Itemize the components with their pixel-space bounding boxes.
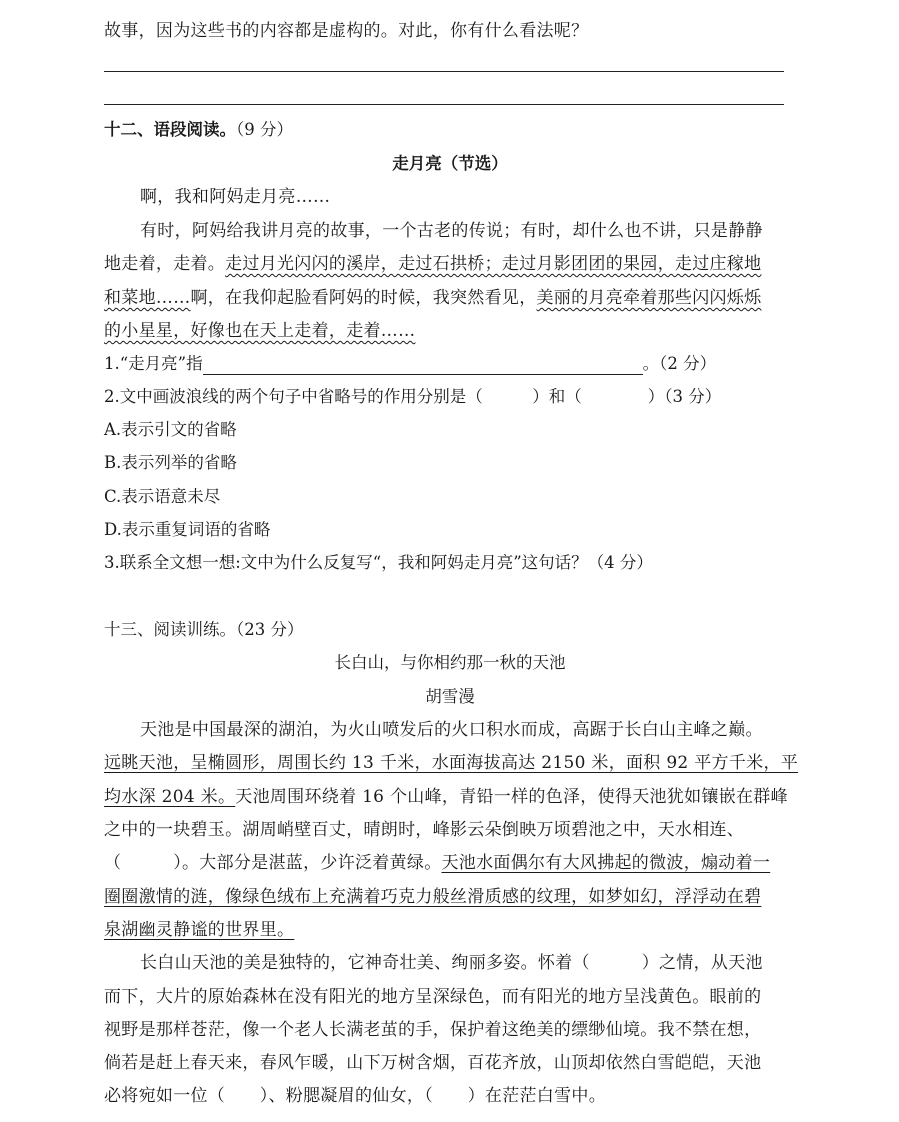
q1-answer-blank[interactable] (203, 356, 643, 375)
s13-line-6-underlined: 圈圈激情的涟，像绿色绒布上充满着巧克力般丝滑质感的纹理，如梦如幻，浮浮动在碧 (104, 887, 762, 907)
s13-line-5-plain: （ ）。大部分是湛蓝，少许泛着黄绿。 (104, 853, 442, 873)
answer-line-1 (104, 71, 784, 72)
section12-score: （9 分） (236, 120, 293, 139)
p2-line3-wavy-b: 美丽的月亮牵着那些闪闪烁烁 (536, 288, 762, 308)
question-3: 3.联系全文想一想:文中为什么反复写“，我和阿妈走月亮”这句话？（4 分） (104, 553, 653, 572)
question-1 (104, 353, 716, 375)
section12-p2-line3 (104, 287, 761, 309)
section13-passage-title: 长白山，与你相约那一秋的天池 (334, 653, 566, 672)
option-c: C.表示语意未尽 (104, 487, 221, 506)
q1-suffix: 。（2 分） (642, 354, 717, 373)
s13-line-4: 之中的一块碧玉。湖周峭壁百丈，晴朗时，峰影云朵倒映万顷碧池之中，天水相连、 (104, 820, 745, 840)
option-a: A.表示引文的省略 (104, 420, 237, 439)
p2-line3-plain: 啊，在我仰起脸看阿妈的时候，我突然看见， (190, 288, 537, 308)
s13-line-2 (104, 752, 798, 774)
s13-line-7 (104, 919, 294, 941)
s13-line-5 (104, 852, 770, 874)
section12-p1: 啊，我和阿妈走月亮…… (140, 187, 331, 207)
s13-line-10: 视野是那样苍茫，像一个老人长满老茧的手，保护着这绝美的缥缈仙境。我不禁在想， (104, 1020, 762, 1040)
s13-line-9: 而下，大片的原始森林在没有阳光的地方呈深绿色，而有阳光的地方呈浅黄色。眼前的 (104, 987, 762, 1007)
s13-line-3 (104, 786, 788, 808)
s13-line-3-underlined: 均水深 204 米。 (104, 787, 236, 807)
p2-line2-plain: 地走着，走着。 (104, 254, 226, 274)
s13-line-2-underlined: 远眺天池，呈椭圆形，周围长约 13 千米，水面海拔高达 2150 米，面积 92 平方千米，平 (104, 753, 799, 773)
s13-line-8: 长白山天池的美是独特的，它神奇壮美、绚丽多姿。怀着（ ）之情，从天池 (140, 953, 763, 973)
s13-line-12: 必将宛如一位（ ）、粉腮凝眉的仙女，（ ）在茫茫白雪中。 (104, 1086, 606, 1106)
answer-line-2 (104, 104, 784, 105)
section13-heading: 十三、阅读训练。（23 分） (104, 620, 304, 639)
p2-line4-wavy: 的小星星，好像也在天上走着，走着…… (104, 321, 416, 341)
s13-line-6 (104, 886, 761, 908)
p2-line3-wavy-a: 和菜地…… (104, 288, 191, 308)
s13-line-11: 倘若是赶上春天来，春风乍暖，山下万树含烟，百花齐放，山顶却依然白雪皑皑，天池 (104, 1053, 762, 1073)
section12-p2-line2 (104, 253, 761, 275)
section12-p2-line1: 有时，阿妈给我讲月亮的故事，一个古老的传说；有时，却什么也不讲，只是静静 (140, 221, 763, 241)
p2-line2-wavy: 走过月光闪闪的溪岸，走过石拱桥；走过月影团团的果园，走过庄稼地 (225, 254, 762, 274)
intro-tail-line: 故事，因为这些书的内容都是虚构的。对此，你有什么看法呢？ (104, 21, 589, 41)
section13-author: 胡雪漫 (425, 687, 475, 706)
question-2: 2.文中画波浪线的两个句子中省略号的作用分别是（ ）和（ ）（3 分） (104, 387, 722, 406)
s13-line-5-underlined: 天池水面偶尔有大风拂起的微波，煽动着一 (441, 853, 771, 873)
section12-heading: 十二、语段阅读。 (104, 120, 236, 139)
option-d: D.表示重复词语的省略 (104, 520, 271, 539)
section12-heading-row (104, 119, 293, 141)
option-b: B.表示列举的省略 (104, 453, 237, 472)
s13-line-1: 天池是中国最深的湖泊，为火山喷发后的火口积水而成，高踞于长白山主峰之巅。 (140, 720, 763, 740)
section12-passage-title: 走月亮（节选） (392, 154, 508, 173)
q1-prefix: 1.“走月亮”指 (104, 354, 203, 373)
s13-line-7-underlined: 泉湖幽灵静谧的世界里。 (104, 920, 295, 940)
section12-p2-line4 (104, 320, 415, 342)
s13-line-3-plain: 天池周围环绕着 16 个山峰，青铅一样的色泽，使得天池犹如镶嵌在群峰 (235, 787, 788, 807)
